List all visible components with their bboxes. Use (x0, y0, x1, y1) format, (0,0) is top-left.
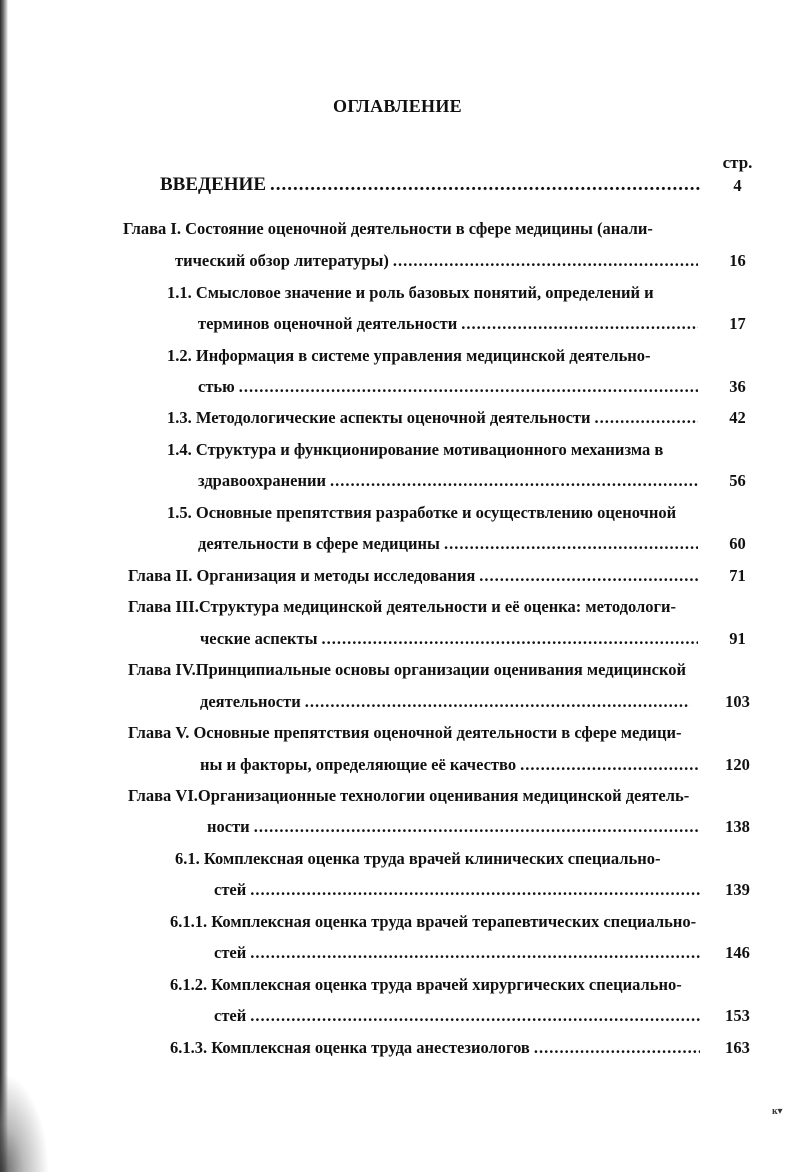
toc-entry-label: стью (198, 377, 235, 396)
toc-entry-label: терминов оценочной деятельности (198, 314, 458, 333)
toc-entry-line[interactable]: Глава I. Состояние оценочной деятельности в сфере медицины (анали- (123, 219, 653, 238)
toc-page-number: 16 (729, 251, 746, 270)
toc-entry-line[interactable]: 1.4. Структура и функционирование мотивационного механизма в (167, 440, 664, 459)
toc-entry-label: стей (214, 1006, 247, 1025)
leader-dots (595, 408, 698, 428)
toc-entry[interactable] (214, 1006, 700, 1026)
toc-page-number: 139 (725, 880, 750, 899)
leader-dots (520, 755, 698, 775)
toc-entry[interactable] (128, 566, 698, 586)
toc-entry[interactable] (214, 880, 700, 900)
toc-entry-line[interactable]: 6.1. Комплексная оценка труда врачей клинических специально- (175, 849, 661, 868)
leader-dots (250, 880, 700, 900)
leader-dots (322, 629, 698, 649)
toc-page-number: 91 (729, 629, 746, 648)
toc-entry-line[interactable]: 1.2. Информация в системе управления медицинской деятельно- (167, 346, 651, 365)
toc-entry-line[interactable]: Глава VI.Организационные технологии оценивания медицинской деятель- (128, 786, 690, 805)
toc-entry-label: ческие аспекты (200, 629, 318, 648)
toc-page-number: 163 (725, 1038, 750, 1057)
scan-edge-left (0, 0, 8, 1172)
toc-entry-label: ны и факторы, определяющие её качество (200, 755, 517, 774)
toc-page-number: 36 (729, 377, 746, 396)
toc-entry[interactable] (207, 817, 700, 837)
toc-entry-label: здравоохранении (198, 471, 327, 490)
toc-entry-line[interactable]: 6.1.1. Комплексная оценка труда врачей терапевтических специально- (170, 912, 697, 931)
leader-dots (254, 817, 700, 837)
scan-shadow-corner (0, 1075, 48, 1172)
toc-entry[interactable] (167, 408, 698, 428)
leader-dots (534, 1038, 700, 1058)
toc-entry[interactable] (200, 755, 698, 775)
toc-page-number: 60 (729, 534, 746, 553)
toc-entry-label: стей (214, 943, 247, 962)
corner-mark: ĸ▾ (772, 1106, 783, 1117)
toc-entry[interactable] (170, 1038, 700, 1058)
toc-page-number: 42 (729, 408, 746, 427)
toc-entry[interactable] (198, 314, 698, 334)
toc-entry[interactable] (198, 377, 698, 397)
leader-dots (479, 566, 698, 586)
toc-entry-label: деятельности в сфере медицины (198, 534, 440, 553)
toc-entry-line[interactable]: Глава IV.Принципиальные основы организации оценивания медицинской (128, 660, 686, 679)
toc-entry-label: ВВЕДЕНИЕ (160, 174, 266, 195)
toc-entry[interactable] (214, 943, 700, 963)
toc-page-number: 103 (725, 692, 750, 711)
toc-page-number: 4 (733, 176, 742, 195)
toc-entry-line[interactable]: 1.5. Основные препятствия разработке и осуществлению оценочной (167, 503, 677, 522)
toc-page-number: 56 (729, 471, 746, 490)
toc-entry[interactable] (200, 692, 690, 712)
toc-entry[interactable] (198, 471, 698, 491)
toc-entry-line[interactable]: 1.1. Смысловое значение и роль базовых понятий, определений и (167, 283, 654, 302)
leader-dots (250, 943, 700, 963)
toc-page-number: 17 (729, 314, 746, 333)
toc-page-number: 120 (725, 755, 750, 774)
toc-entry-label: ности (207, 817, 250, 836)
toc-entry-label: стей (214, 880, 247, 899)
toc-entry-label: Глава II. Организация и методы исследования (128, 566, 476, 585)
leader-dots (305, 692, 690, 712)
toc-page-number: 138 (725, 817, 750, 836)
toc-entry-line[interactable]: 6.1.2. Комплексная оценка труда врачей хирургических специально- (170, 975, 682, 994)
leader-dots (444, 534, 698, 554)
toc-entry-intro[interactable] (160, 174, 700, 196)
toc-entry[interactable] (198, 534, 698, 554)
toc-entry-label: 1.3. Методологические аспекты оценочной деятельности (167, 408, 591, 427)
leader-dots (330, 471, 698, 491)
toc-entry-label: тический обзор литературы) (175, 251, 389, 270)
page-title: ОГЛАВЛЕНИЕ (333, 96, 462, 116)
leader-dots (393, 251, 698, 271)
toc-page-number: 146 (725, 943, 750, 962)
leader-dots (270, 174, 700, 196)
toc-page-number: 153 (725, 1006, 750, 1025)
toc-entry[interactable] (175, 251, 698, 271)
toc-entry-line[interactable]: Глава III.Структура медицинской деятельности и её оценка: методологи- (128, 597, 676, 616)
leader-dots (250, 1006, 700, 1026)
toc-page-number: 71 (729, 566, 746, 585)
page-column-header: стр. (722, 153, 753, 172)
toc-entry-line[interactable]: Глава V. Основные препятствия оценочной деятельности в сфере медици- (128, 723, 682, 742)
toc-entry-label: 6.1.3. Комплексная оценка труда анестезиологов (170, 1038, 530, 1057)
leader-dots (461, 314, 698, 334)
leader-dots (239, 377, 698, 397)
toc-entry[interactable] (200, 629, 698, 649)
toc-entry-label: деятельности (200, 692, 301, 711)
